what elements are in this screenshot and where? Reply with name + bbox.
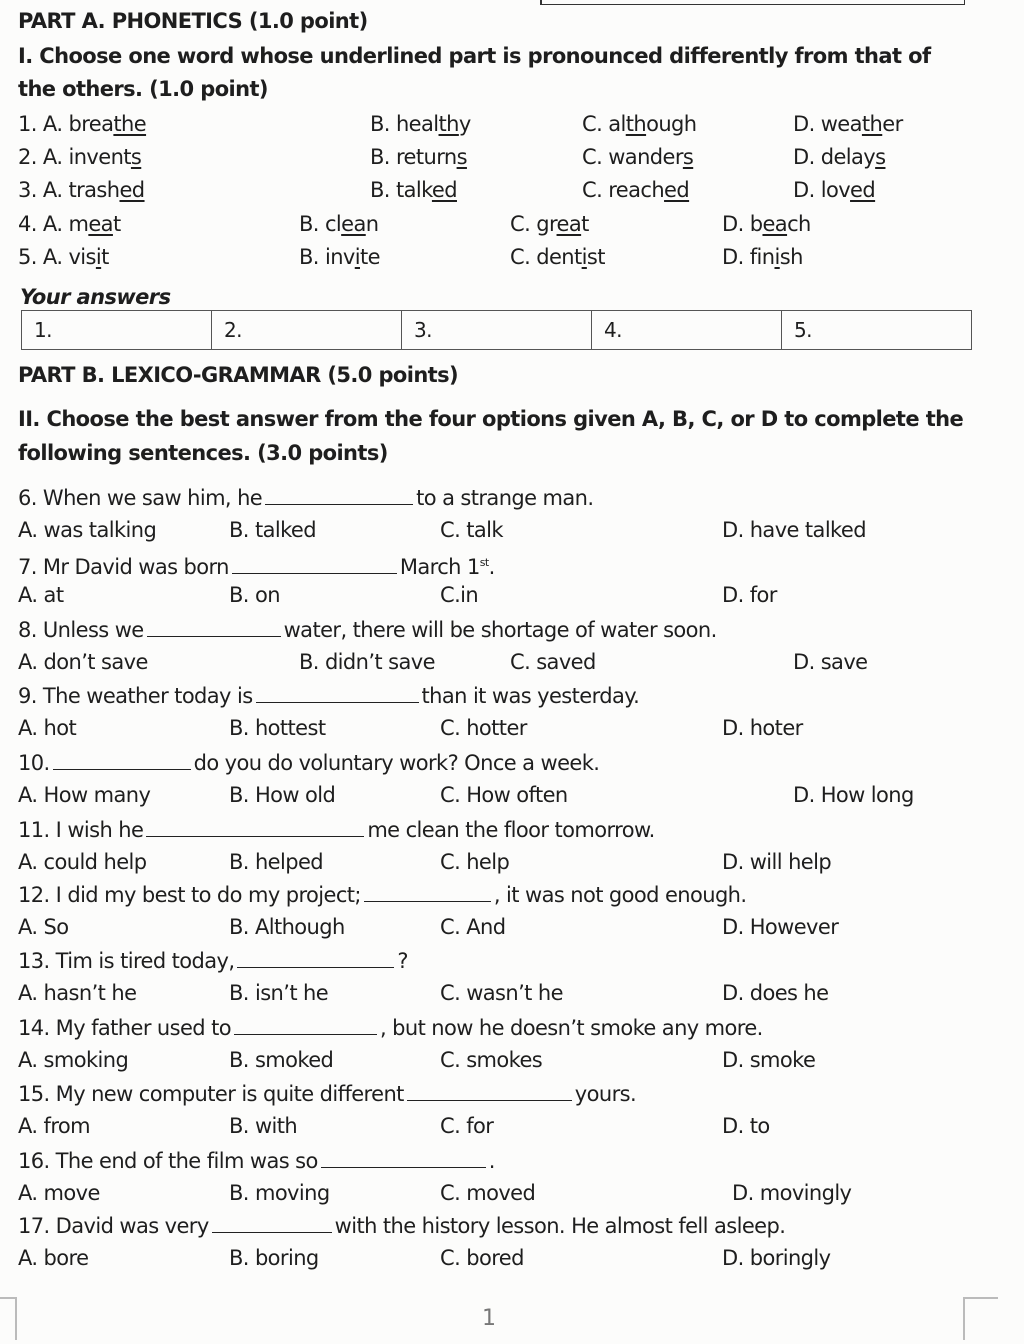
answer-option: D. boringly <box>722 1246 831 1270</box>
answer-blank <box>256 684 419 703</box>
answer-option: B. How old <box>229 783 336 807</box>
answer-cell-1[interactable]: 1. <box>22 311 212 350</box>
underlined-part: s <box>130 145 142 169</box>
phonetic-option <box>582 111 696 137</box>
word-part: y <box>458 112 471 136</box>
answer-option: B. isn’t he <box>229 981 329 1005</box>
option-letter: D. <box>722 245 744 269</box>
underlined-part: ea <box>556 212 582 236</box>
answer-blank <box>265 486 413 505</box>
phonetic-option <box>582 144 693 170</box>
answer-option: A. So <box>18 915 69 939</box>
part-a-heading: PART A. PHONETICS (1.0 point) <box>18 9 368 33</box>
part-b-instruction-1: II. Choose the best answer from the four options given A, B, C, or D to complete the <box>18 407 964 431</box>
word-part: st <box>586 245 605 269</box>
answer-option: B. moving <box>229 1181 330 1205</box>
phonetic-option <box>370 111 471 137</box>
option-letter: D. <box>793 178 815 202</box>
crop-mark-right <box>960 1296 1000 1340</box>
phonetic-option <box>370 177 457 203</box>
answer-option: C. How often <box>440 783 568 807</box>
answer-option: D. for <box>722 583 777 607</box>
word-part: t <box>112 212 121 236</box>
superscript: st <box>479 556 489 569</box>
option-letter: D. <box>722 212 744 236</box>
answer-option: C. wasn’t he <box>440 981 563 1005</box>
phonetic-option <box>722 211 811 237</box>
question-14 <box>18 1015 763 1041</box>
option-letter: B. <box>370 112 390 136</box>
question-number: 4. <box>18 212 37 236</box>
phonetic-option <box>18 111 146 137</box>
underlined-part: ed <box>119 178 145 202</box>
answer-option: B. Although <box>229 915 345 939</box>
answer-option: D. will help <box>722 850 832 874</box>
question-number: 3. <box>18 178 37 202</box>
answer-option: C. for <box>440 1114 494 1138</box>
question-9 <box>18 683 639 709</box>
part-b-instruction-2: following sentences. (3.0 points) <box>18 441 388 465</box>
question-stem: 6. When we saw him, he <box>18 486 263 510</box>
question-stem-end: . <box>488 555 495 579</box>
answer-option: B. with <box>229 1114 298 1138</box>
answer-option: D. does he <box>722 981 829 1005</box>
question-stem: 7. Mr David was born <box>18 555 229 579</box>
answer-blank <box>321 1149 486 1168</box>
answer-blank <box>237 949 394 968</box>
question-stem-end: March 1 <box>399 555 480 579</box>
phonetic-option <box>582 177 689 203</box>
word-part: vis <box>68 245 96 269</box>
answer-cell-3[interactable]: 3. <box>402 311 592 350</box>
answer-option: B. smoked <box>229 1048 334 1072</box>
answer-option: A. was talking <box>18 518 157 542</box>
underlined-part: ea <box>341 212 366 236</box>
option-letter: C. <box>582 145 603 169</box>
underlined-part: th <box>861 112 883 136</box>
word-part: te <box>360 245 380 269</box>
question-stem: 12. I did my best to do my project; <box>18 883 361 907</box>
answer-option: A. don’t save <box>18 650 148 674</box>
word-part: t <box>581 212 589 236</box>
underlined-part: s <box>682 145 694 169</box>
underlined-part: ea <box>88 212 113 236</box>
answer-blank <box>234 1016 377 1035</box>
question-stem-end: than it was yesterday. <box>421 684 640 708</box>
answer-option: A. hasn’t he <box>18 981 137 1005</box>
answer-option: D. have talked <box>722 518 866 542</box>
question-stem-end: ? <box>397 949 408 973</box>
question-stem: 17. David was very <box>18 1214 209 1238</box>
word-part: lov <box>820 178 851 202</box>
underlined-part: ea <box>762 212 788 236</box>
word-part: brea <box>68 112 114 136</box>
question-stem: 9. The weather today is <box>18 684 253 708</box>
underlined-part: i <box>581 245 587 269</box>
answer-option: B. on <box>229 583 280 607</box>
question-stem-end: to a strange man. <box>416 486 594 510</box>
phonetic-option <box>299 244 380 270</box>
word-part: ch <box>787 212 811 236</box>
answer-option: A. bore <box>18 1246 89 1270</box>
answer-option: B. didn’t save <box>299 650 435 674</box>
crop-mark-left <box>0 1296 22 1340</box>
answer-option: B. helped <box>229 850 324 874</box>
question-stem-end: , but now he doesn’t smoke any more. <box>380 1016 763 1040</box>
answer-option: C. moved <box>440 1181 536 1205</box>
question-stem-end: with the history lesson. He almost fell asleep. <box>334 1214 786 1238</box>
word-part: delay <box>820 145 876 169</box>
question-number: 1. <box>18 112 37 136</box>
option-letter: D. <box>793 145 815 169</box>
top-table-edge <box>540 0 965 5</box>
answer-blank <box>147 618 281 637</box>
question-stem: 13. Tim is tired today, <box>18 949 235 973</box>
answer-option: D. save <box>793 650 868 674</box>
answer-option: A. from <box>18 1114 91 1138</box>
phonetic-option <box>510 211 589 237</box>
word-part: return <box>395 145 457 169</box>
question-stem: 15. My new computer is quite different <box>18 1082 404 1106</box>
question-stem: 14. My father used to <box>18 1016 231 1040</box>
question-12 <box>18 882 746 908</box>
option-letter: B. <box>299 245 319 269</box>
option-letter: A. <box>42 112 63 136</box>
phonetic-option <box>299 211 378 237</box>
underlined-part: the <box>113 112 147 136</box>
phonetic-option <box>18 177 145 203</box>
answer-option: A. could help <box>18 850 147 874</box>
option-letter: A. <box>42 145 63 169</box>
question-11 <box>18 817 655 843</box>
answer-option: A. move <box>18 1181 100 1205</box>
option-letter: C. <box>582 178 603 202</box>
answer-option: A. at <box>18 583 64 607</box>
word-part: talk <box>395 178 432 202</box>
word-part: t <box>101 245 109 269</box>
underlined-part: i <box>774 245 780 269</box>
phonetic-option <box>510 244 605 270</box>
word-part: wea <box>820 112 862 136</box>
part-a-instruction-1: I. Choose one word whose underlined part is pronounced differently from that of <box>18 44 931 68</box>
page-number: 1 <box>482 1306 496 1331</box>
answer-option: B. boring <box>229 1246 319 1270</box>
answer-option: D. How long <box>793 783 914 807</box>
answer-option: B. talked <box>229 518 316 542</box>
word-part: fin <box>749 245 775 269</box>
question-8 <box>18 617 717 643</box>
option-letter: A. <box>42 245 63 269</box>
option-letter: A. <box>42 178 63 202</box>
answer-option: C. saved <box>510 650 596 674</box>
answer-option: C. smokes <box>440 1048 543 1072</box>
word-part: b <box>749 212 763 236</box>
word-part: n <box>365 212 379 236</box>
word-part: ough <box>646 112 697 136</box>
option-letter: B. <box>299 212 319 236</box>
question-stem: 16. The end of the film was so <box>18 1149 318 1173</box>
answer-blank <box>232 555 397 574</box>
answer-option: B. hottest <box>229 716 326 740</box>
answer-blank <box>407 1082 572 1101</box>
answer-option: D. smoke <box>722 1048 816 1072</box>
question-17 <box>18 1213 785 1239</box>
option-letter: A. <box>42 212 63 236</box>
question-16 <box>18 1148 495 1174</box>
word-part: invent <box>68 145 131 169</box>
answer-cell-2[interactable]: 2. <box>212 311 402 350</box>
word-part: wander <box>608 145 683 169</box>
phonetic-option <box>18 244 109 270</box>
underlined-part: i <box>95 245 102 269</box>
word-part: al <box>608 112 626 136</box>
option-letter: C. <box>582 112 603 136</box>
answer-option: C.in <box>440 583 479 607</box>
question-stem: 11. I wish he <box>18 818 144 842</box>
word-part: trash <box>68 178 120 202</box>
underlined-part: i <box>354 245 360 269</box>
answer-option: D. movingly <box>732 1181 852 1205</box>
question-15 <box>18 1081 636 1107</box>
phonetic-option <box>793 144 885 170</box>
option-letter: C. <box>510 245 531 269</box>
underlined-part: ed <box>664 178 690 202</box>
answer-option: C. help <box>440 850 510 874</box>
phonetic-option <box>370 144 467 170</box>
question-10 <box>18 750 599 776</box>
word-part: heal <box>395 112 439 136</box>
word-part: cl <box>324 212 342 236</box>
part-b-heading: PART B. LEXICO-GRAMMAR (5.0 points) <box>18 363 459 387</box>
part-a-instruction-2: the others. (1.0 point) <box>18 77 268 101</box>
question-stem-end: do you do voluntary work? Once a week. <box>193 751 600 775</box>
phonetic-option <box>793 177 875 203</box>
answer-option: D. to <box>722 1114 770 1138</box>
question-stem-end: . <box>488 1149 495 1173</box>
answer-blank <box>53 751 191 770</box>
question-number: 5. <box>18 245 37 269</box>
question-stem: 8. Unless we <box>18 618 144 642</box>
word-part: reach <box>608 178 665 202</box>
answer-option: A. How many <box>18 783 151 807</box>
phonetic-option <box>722 244 803 270</box>
answer-option: D. However <box>722 915 839 939</box>
underlined-part: s <box>875 145 886 169</box>
question-stem-end: , it was not good enough. <box>493 883 747 907</box>
word-part: inv <box>324 245 355 269</box>
answer-cell-4[interactable]: 4. <box>592 311 782 350</box>
underlined-part: th <box>438 112 459 136</box>
underlined-part: th <box>625 112 647 136</box>
answer-option: A. hot <box>18 716 77 740</box>
answer-option: D. hoter <box>722 716 803 740</box>
underlined-part: ed <box>431 178 457 202</box>
answer-blank <box>364 883 491 902</box>
word-part: dent <box>536 245 582 269</box>
question-stem-end: yours. <box>574 1082 637 1106</box>
phonetic-option <box>793 111 903 137</box>
word-part: gr <box>536 212 557 236</box>
question-7 <box>18 550 495 580</box>
phonetic-option <box>18 144 141 170</box>
word-part: m <box>68 212 89 236</box>
word-part: er <box>882 112 903 136</box>
underlined-part: ed <box>850 178 876 202</box>
word-part: sh <box>779 245 803 269</box>
answer-cell-5[interactable]: 5. <box>782 311 972 350</box>
question-13 <box>18 948 408 974</box>
question-stem: 10. <box>18 751 50 775</box>
answer-option: C. talk <box>440 518 503 542</box>
question-stem-end: me clean the floor tomorrow. <box>367 818 655 842</box>
answer-option: C. bored <box>440 1246 524 1270</box>
answer-option: C. And <box>440 915 506 939</box>
answer-table <box>21 310 972 350</box>
answer-blank <box>212 1214 332 1233</box>
option-letter: C. <box>510 212 531 236</box>
answer-option: A. smoking <box>18 1048 129 1072</box>
option-letter: D. <box>793 112 815 136</box>
answer-blank <box>146 818 364 837</box>
phonetic-option <box>18 211 121 237</box>
question-number: 2. <box>18 145 37 169</box>
answers-label: Your answers <box>20 285 171 309</box>
option-letter: B. <box>370 145 390 169</box>
underlined-part: s <box>456 145 467 169</box>
option-letter: B. <box>370 178 390 202</box>
question-stem-end: water, there will be shortage of water soon. <box>283 618 717 642</box>
question-6 <box>18 485 593 511</box>
answer-option: C. hotter <box>440 716 527 740</box>
